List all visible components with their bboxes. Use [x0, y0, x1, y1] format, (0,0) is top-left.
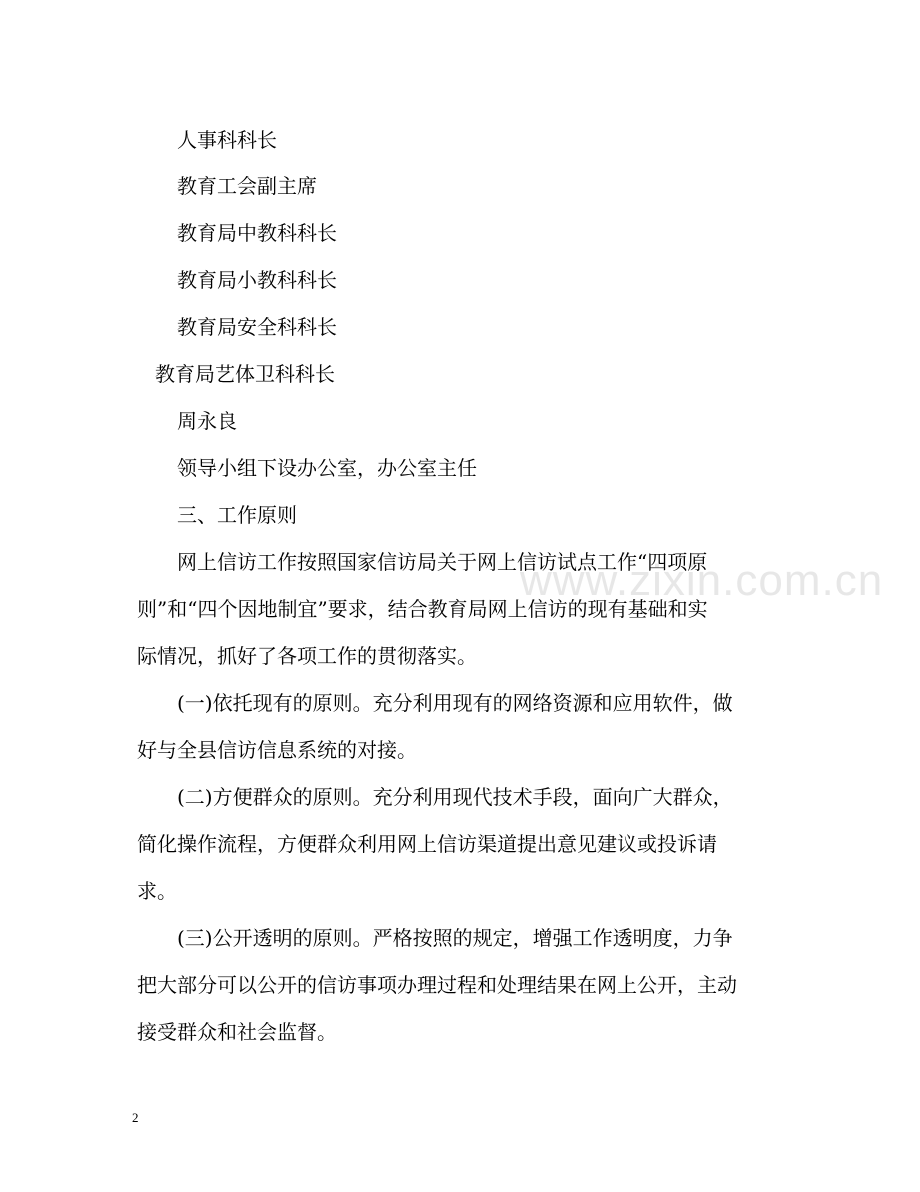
paragraph-4-line-3: 接受群众和社会监督。	[137, 1020, 337, 1044]
text-line-6: 教育局艺体卫科科长	[155, 362, 335, 386]
paragraph-4-line-2: 把大部分可以公开的信访事项办理过程和处理结果在网上公开，主动	[137, 973, 737, 997]
paragraph-3-line-3: 求。	[137, 879, 177, 903]
text-line-2: 教育工会副主席	[177, 174, 317, 198]
text-line-7: 周永良	[177, 409, 237, 433]
section-heading: 三、工作原则	[177, 503, 297, 527]
paragraph-1-line-3: 际情况，抓好了各项工作的贯彻落实。	[137, 644, 477, 668]
paragraph-3-line-2: 简化操作流程，方便群众利用网上信访渠道提出意见建议或投诉请	[137, 832, 717, 856]
text-line-3: 教育局中教科科长	[177, 221, 337, 245]
text-line-4: 教育局小教科科长	[177, 268, 337, 292]
paragraph-1-line-1: 网上信访工作按照国家信访局关于网上信访试点工作“四项原	[177, 550, 708, 574]
page-number: 2	[132, 1110, 139, 1125]
paragraph-3-line-1: (二)方便群众的原则。充分利用现代技术手段，面向广大群众，	[177, 785, 733, 809]
paragraph-1-line-2: 则”和“四个因地制宜”要求，结合教育局网上信访的现有基础和实	[137, 597, 708, 621]
paragraph-2-line-2: 好与全县信访信息系统的对接。	[137, 738, 417, 762]
paragraph-4-line-1: (三)公开透明的原则。严格按照的规定，增强工作透明度，力争	[177, 926, 733, 950]
watermark: www.zixin.com.cn	[520, 556, 884, 605]
text-line-8: 领导小组下设办公室，办公室主任	[177, 456, 477, 480]
text-line-1: 人事科科长	[177, 128, 277, 152]
paragraph-2-line-1: (一)依托现有的原则。充分利用现有的网络资源和应用软件，做	[177, 691, 733, 715]
text-line-5: 教育局安全科科长	[177, 315, 337, 339]
